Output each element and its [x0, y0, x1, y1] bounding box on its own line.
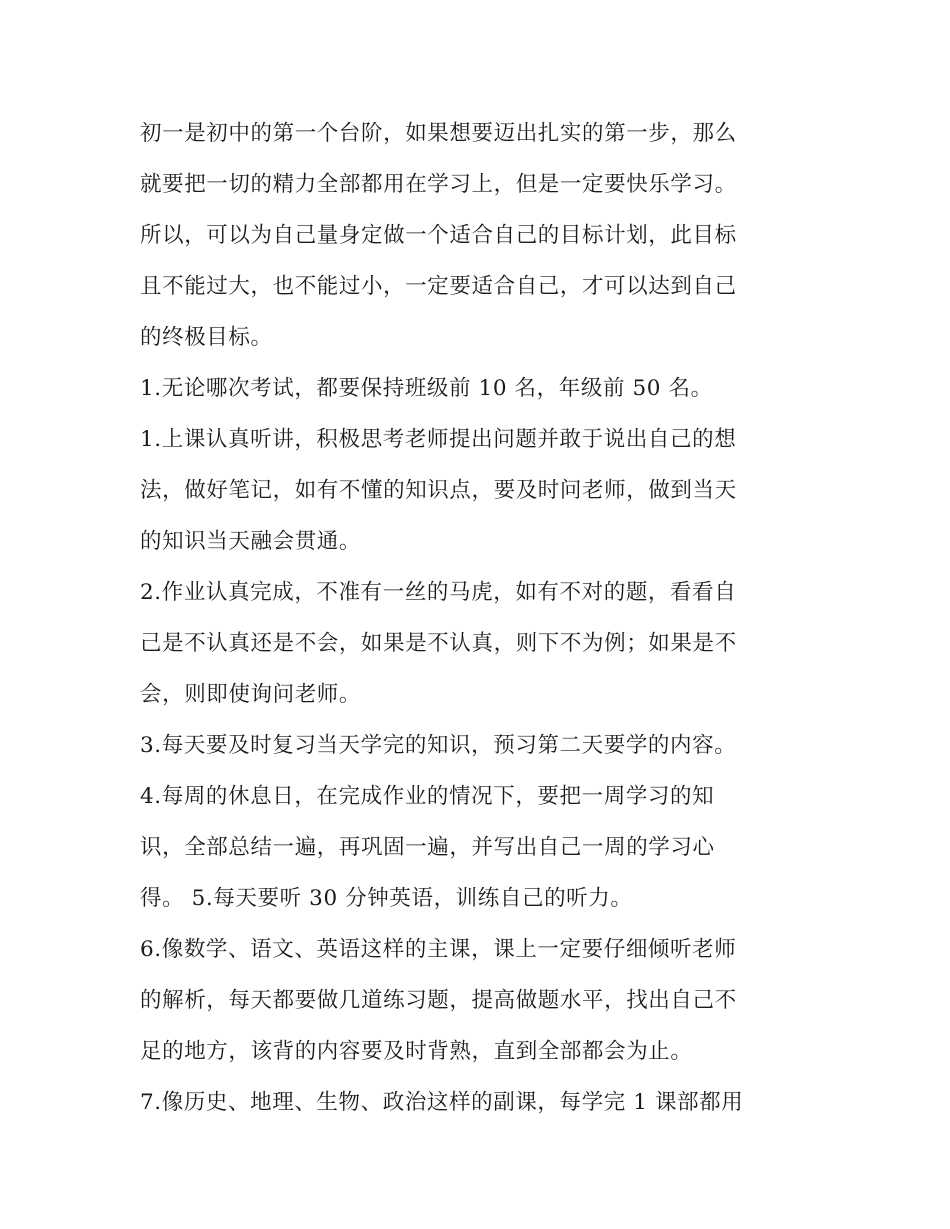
- text-line: 己是不认真还是不会，如果是不认真，则下不为例；如果是不: [140, 631, 737, 656]
- text-line: 足的地方，该背的内容要及时背熟，直到全部都会为止。: [140, 1039, 693, 1064]
- text-line: 的终极目标。: [140, 325, 273, 350]
- text-line: 且不能过大，也不能过小，一定要适合自己，才可以达到自己: [140, 274, 737, 299]
- text-line: 1.上课认真听讲，积极思考老师提出问题并敢于说出自己的想: [140, 427, 737, 452]
- text-line: 2.作业认真完成，不准有一丝的马虎，如有不对的题，看看自: [140, 580, 737, 605]
- text-line: 4.每周的休息日，在完成作业的情况下，要把一周学习的知: [140, 784, 715, 809]
- text-line: 1.无论哪次考试，都要保持班级前 10 名，年级前 50 名。: [140, 376, 713, 401]
- text-line: 法，做好笔记，如有不懂的知识点，要及时问老师，做到当天: [140, 478, 737, 503]
- text-line: 6.像数学、语文、英语这样的主课，课上一定要仔细倾听老师: [140, 937, 737, 962]
- text-line: 7.像历史、地理、生物、政治这样的副课，每学完 1 课部都用: [140, 1090, 744, 1115]
- text-line: 3.每天要及时复习当天学完的知识，预习第二天要学的内容。: [140, 733, 737, 758]
- text-line: 就要把一切的精力全部都用在学习上，但是一定要快乐学习。: [140, 172, 737, 197]
- text-line: 所以，可以为自己量身定做一个适合自己的目标计划，此目标: [140, 223, 737, 248]
- body-text: [140, 108, 840, 1128]
- text-line: 的知识当天融会贯通。: [140, 529, 362, 554]
- text-line: 的解析，每天都要做几道练习题，提高做题水平，找出自己不: [140, 988, 737, 1013]
- text-line: 初一是初中的第一个台阶，如果想要迈出扎实的第一步，那么: [140, 121, 737, 146]
- text-line: 识，全部总结一遍，再巩固一遍，并写出自己一周的学习心: [140, 835, 715, 860]
- text-line: 会，则即使询问老师。: [140, 682, 362, 707]
- text-line: 得。 5.每天要听 30 分钟英语，训练自己的听力。: [140, 886, 633, 911]
